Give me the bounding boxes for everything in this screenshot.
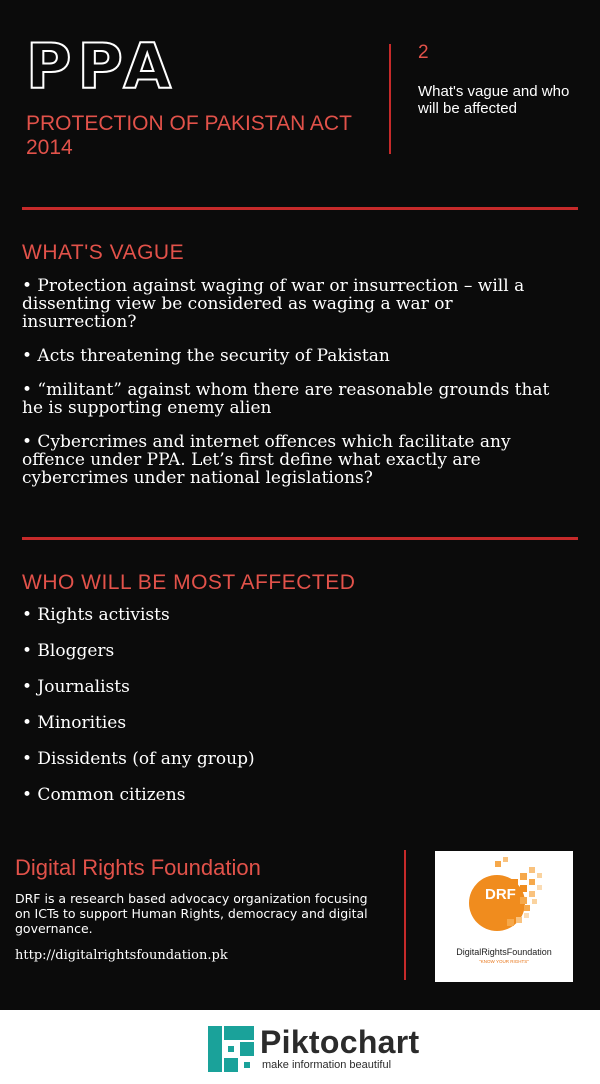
list-item: • Protection against waging of war or insurrection – will a dissenting view be considered as waging a war or insurrection?	[22, 276, 525, 332]
drf-url-link[interactable]: http://digitalrightsfoundation.pk	[15, 948, 228, 963]
logo-tagline: "KNOW YOUR RIGHTS"	[479, 959, 529, 964]
vague-heading: WHAT'S VAGUE	[22, 241, 185, 264]
act-subtitle: PROTECTION OF PAKISTAN ACT 2014	[26, 112, 352, 159]
list-item: • Common citizens	[22, 785, 186, 805]
logo-name: DigitalRightsFoundation	[456, 947, 552, 957]
list-item: • “militant” against whom there are reasonable grounds that he is supporting enemy alien	[22, 380, 550, 418]
piktochart-tagline: make information beautiful	[262, 1059, 392, 1071]
list-item: • Minorities	[22, 713, 127, 733]
drf-description: DRF is a research based advocacy organization focusing on ICTs to support Human Rights, democracy and digital governance.	[15, 891, 368, 936]
list-item: • Rights activists	[22, 605, 170, 625]
list-item: • Acts threatening the security of Pakistan	[22, 346, 390, 366]
drf-title: Digital Rights Foundation	[15, 855, 261, 880]
drf-logo-icon	[435, 851, 573, 947]
section-divider	[22, 537, 578, 540]
drf-logo	[435, 851, 573, 982]
piktochart-logo-icon[interactable]	[208, 1026, 254, 1072]
footer-divider	[404, 850, 406, 980]
header-divider	[389, 44, 391, 154]
list-item: • Bloggers	[22, 641, 115, 661]
piktochart-footer	[0, 1010, 600, 1084]
list-item: • Cybercrimes and internet offences which facilitate any offence under PPA. Let’s first define what exactly are cybercrimes under national legislations?	[22, 432, 511, 488]
piktochart-brand[interactable]: Piktochart	[260, 1024, 420, 1060]
page-description: What's vague and who will be affected	[418, 83, 570, 117]
ppa-title: PPA	[26, 30, 178, 103]
vague-list	[22, 277, 572, 503]
list-item: • Journalists	[22, 677, 130, 697]
affected-heading: WHO WILL BE MOST AFFECTED	[22, 571, 356, 594]
page-number: 2	[418, 42, 429, 63]
section-divider	[22, 207, 578, 210]
logo-text: DRF	[485, 886, 516, 903]
affected-list	[22, 606, 572, 822]
list-item: • Dissidents (of any group)	[22, 749, 255, 769]
